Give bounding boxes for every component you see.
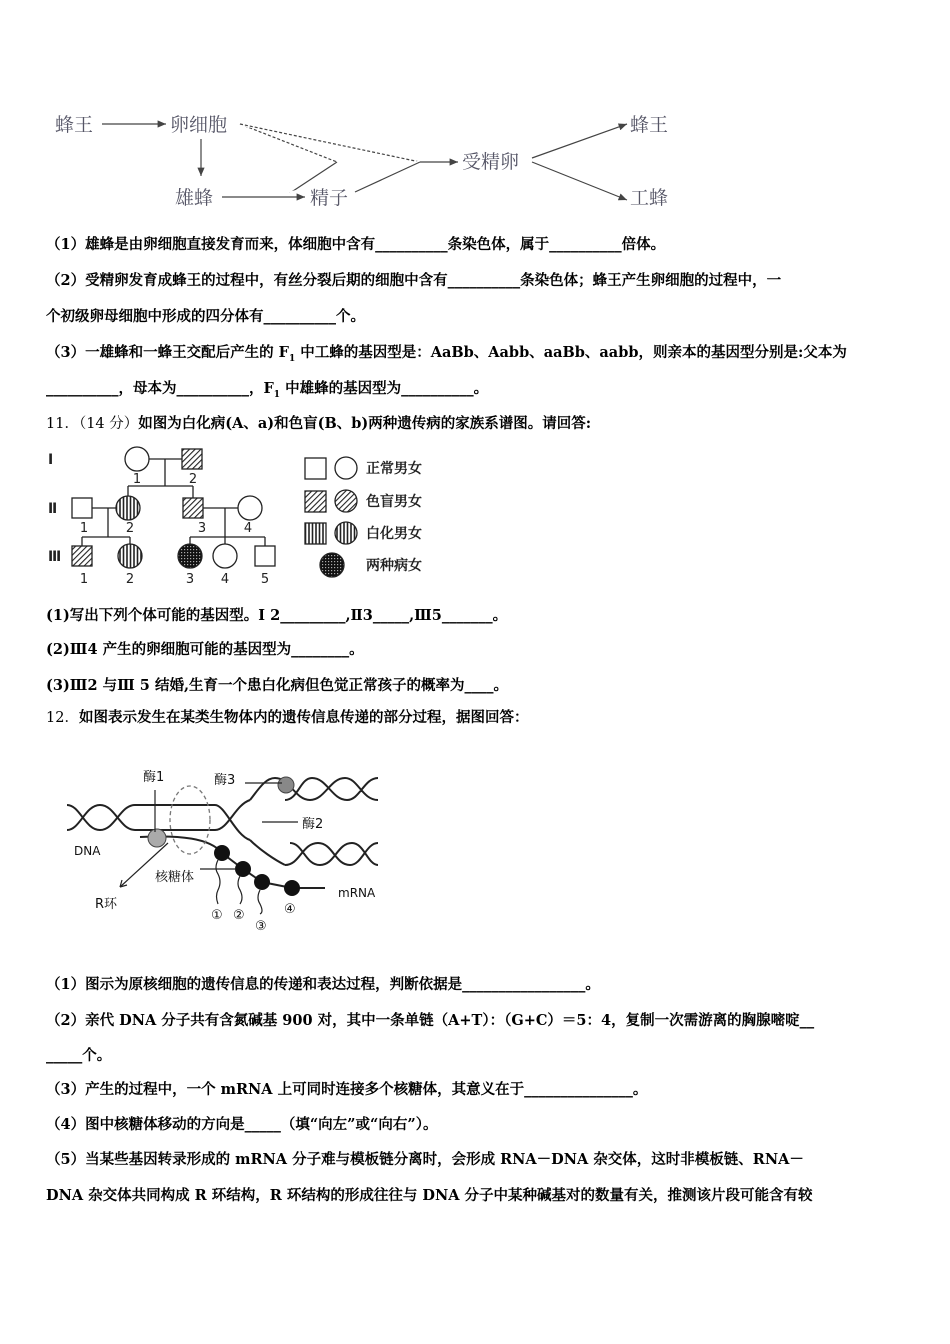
ribosome (235, 861, 251, 877)
individual-number: 3 (197, 521, 207, 536)
question-number: 11．（14 分） (46, 416, 139, 432)
subscript: 1 (273, 389, 281, 400)
q12-part2-line1: （2）亲代 DNA 分子共有含氮碱基 900 对，其中一条单链（A+T）：（G+C）＝5：4，复制一次需游离的胸腺嘧啶__ (46, 1012, 815, 1029)
text: 中工蜂的基因型是：AaBb、Aabb、aaBb、aabb，则亲本的基因型分别是:父本为 (295, 344, 847, 361)
label-zygote: 受精卵 (462, 151, 520, 173)
peptide-chain-3: ③ (255, 919, 267, 934)
ribosome (214, 845, 230, 861)
individual-number: 2 (125, 521, 135, 536)
legend-albinism: 白化男女 (366, 526, 422, 542)
q10-part1: （1）雄蜂是由卵细胞直接发育而来，体细胞中含有__________条染色体，属于__________倍体。 (46, 236, 666, 253)
label-enzyme3: 酶3 (214, 773, 236, 788)
dna-helix-left (67, 805, 135, 830)
text: __________，母本为__________，F (46, 380, 274, 397)
generation-label: Ⅰ (48, 452, 54, 468)
label-ribosome: 核糖体 (155, 870, 195, 885)
question-title: 如图表示发生在某类生物体内的遗传信息传递的部分过程，据图回答： (78, 709, 529, 726)
label-sperm: 精子 (310, 187, 349, 209)
rna-polymerase (148, 829, 166, 847)
generation-label: Ⅱ (48, 501, 58, 517)
label-r-loop: R环 (95, 897, 118, 912)
individual-number: 1 (79, 521, 89, 536)
ribosome (254, 874, 270, 890)
q12-part4: （4）图中核糖体移动的方向是_____（填“向左”或“向右”）。 (46, 1116, 438, 1133)
q11-part3: (3)Ⅲ2 与Ⅲ 5 结婚,生育一个患白化病但色觉正常孩子的概率为____。 (46, 677, 508, 694)
question-title: 如图为白化病(A、a)和色盲(B、b)两种遗传病的家族系谱图。请回答: (138, 415, 592, 432)
q11-part2: (2)Ⅲ4 产生的卵细胞可能的基因型为________。 (46, 641, 364, 658)
peptide-chain-2: ② (233, 908, 245, 923)
q12-part3: （3）产生的过程中，一个 mRNA 上可同时连接多个核糖体，其意义在于_______________。 (46, 1081, 648, 1098)
individual-number: 2 (125, 572, 135, 587)
dna-helix-middle (215, 800, 250, 840)
q12-part5-line2: DNA 杂交体共同构成 R 环结构，R 环结构的形成往往与 DNA 分子中某种碱基对的数量有关，推测该片段可能含有较 (46, 1187, 813, 1204)
dna-helix-lower-right (285, 843, 378, 865)
label-dna: DNA (74, 844, 101, 858)
q10-part2-line1: （2）受精卵发育成蜂王的过程中，有丝分裂后期的细胞中含有__________条染色体；蜂王产生卵细胞的过程中，一 (46, 272, 782, 289)
q12-part2-line2: _____个。 (46, 1047, 112, 1064)
label-enzyme1: 酶1 (143, 770, 165, 785)
label-queen-out: 蜂王 (630, 114, 669, 136)
individual-number: 3 (185, 572, 195, 587)
subscript: 1 (288, 353, 296, 364)
label-drone: 雄蜂 (175, 187, 214, 209)
r-loop-outline (170, 786, 210, 854)
enzyme3-marker (278, 777, 294, 793)
individual-number: 2 (188, 472, 198, 487)
generation-label: Ⅲ (48, 549, 62, 565)
individual-number: 1 (79, 572, 89, 587)
label-enzyme2: 酶2 (302, 817, 324, 832)
legend-normal: 正常男女 (366, 461, 422, 477)
text: （3）一雄蜂和一蜂王交配后产生的 F (46, 344, 289, 361)
q12-part5-line1: （5）当某些基因转录形成的 mRNA 分子难与模板链分离时，会形成 RNA－DNA 杂交体，这时非模板链、RNA－ (46, 1151, 804, 1168)
individual-number: 1 (132, 472, 142, 487)
question-number: 12． (46, 710, 79, 726)
legend-colorblind: 色盲男女 (366, 494, 422, 510)
label-egg: 卵细胞 (170, 114, 228, 136)
label-queen: 蜂王 (55, 114, 94, 136)
peptide-chain-1: ① (211, 908, 223, 923)
text: 中雄蜂的基因型为__________。 (280, 380, 489, 397)
label-worker: 工蜂 (630, 187, 669, 209)
q12-part1: （1）图示为原核细胞的遗传信息的传递和表达过程，判断依据是_________________。 (46, 976, 600, 993)
legend-both: 两种病女 (366, 558, 422, 574)
label-mrna: mRNA (338, 886, 376, 900)
q10-part2-line2: 个初级卵母细胞中形成的四分体有__________个。 (46, 308, 365, 325)
peptide-chain-4: ④ (284, 902, 296, 917)
individual-number: 4 (243, 521, 253, 536)
transcription-translation-figure (0, 0, 400, 950)
individual-number: 4 (220, 572, 230, 587)
dna-bubble (135, 805, 215, 830)
q11-part1: (1)写出下列个体可能的基因型。Ⅰ 2_________,Ⅱ3_____,Ⅲ5_______。 (46, 607, 508, 624)
ribosome (284, 880, 300, 896)
individual-number: 5 (260, 572, 270, 587)
